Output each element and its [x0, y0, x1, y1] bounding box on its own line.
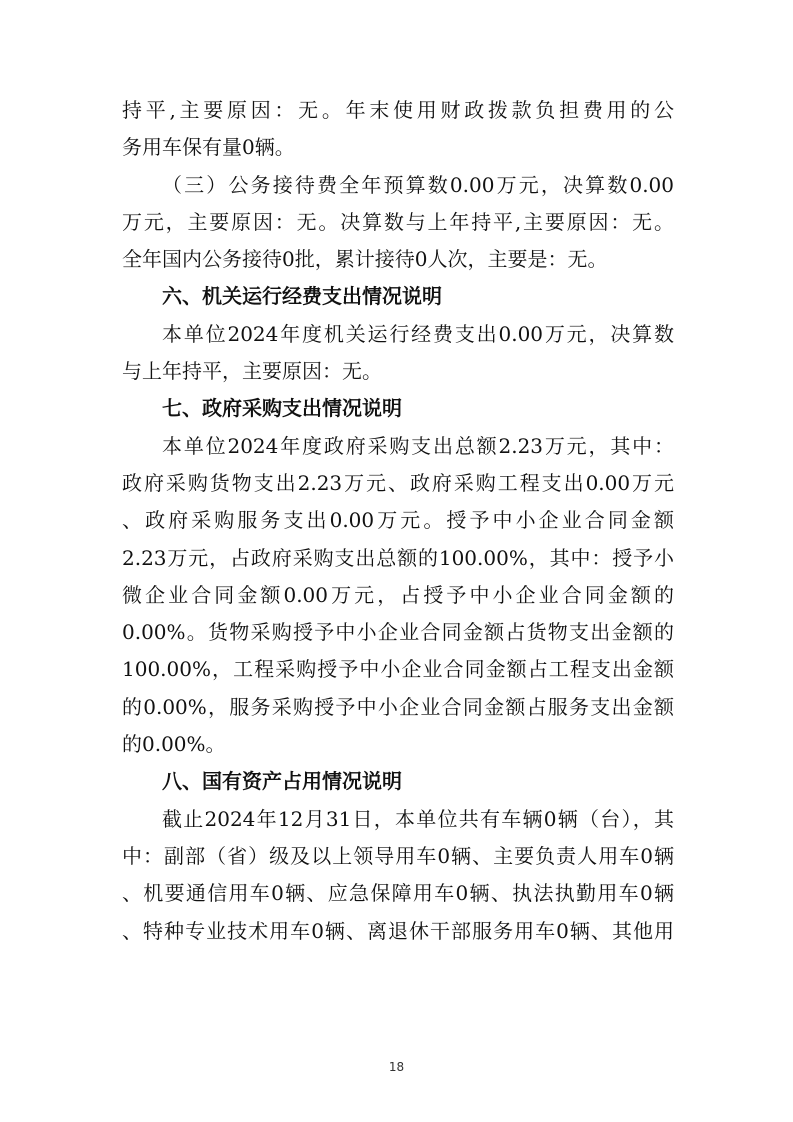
paragraph-line: 、机要通信用车0辆、应急保障用车0辆、执法执勤用车0辆 — [122, 881, 674, 906]
paragraph-line: 2.23万元，占政府采购支出总额的100.00%，其中：授予小 — [122, 545, 674, 570]
paragraph-line: 微企业合同金额0.00万元，占授予中小企业合同金额的 — [122, 582, 674, 607]
section-heading: 七、政府采购支出情况说明 — [162, 396, 402, 421]
paragraph-first-line: 截止2024年12月31日，本单位共有车辆0辆（台），其 — [162, 806, 674, 831]
paragraph-line: 与上年持平，主要原因：无。 — [122, 359, 382, 384]
paragraph-line: 政府采购货物支出2.23万元、政府采购工程支出0.00万元 — [122, 470, 674, 495]
section-heading: 八、国有资产占用情况说明 — [162, 769, 402, 794]
paragraph-first-line: 本单位2024年度政府采购支出总额2.23万元，其中： — [162, 433, 674, 458]
paragraph-line: 万元，主要原因：无。决算数与上年持平,主要原因：无。 — [122, 209, 674, 234]
paragraph-line: 全年国内公务接待0批，累计接待0人次，主要是：无。 — [122, 247, 608, 272]
document-body — [122, 92, 674, 950]
paragraph-line: 、政府采购服务支出0.00万元。授予中小企业合同金额 — [122, 508, 674, 533]
paragraph-line: 的0.00%，服务采购授予中小企业合同金额占服务支出金额 — [122, 694, 674, 719]
paragraph-line: 持平,主要原因：无。年末使用财政拨款负担费用的公 — [122, 98, 674, 122]
paragraph-line: 的0.00%。 — [122, 732, 226, 757]
paragraph-first-line: 本单位2024年度机关运行经费支出0.00万元，决算数 — [162, 321, 674, 346]
paragraph-line: 0.00%。货物采购授予中小企业合同金额占货物支出金额的 — [122, 620, 674, 645]
paragraph-line: 、特种专业技术用车0辆、离退休干部服务用车0辆、其他用 — [122, 918, 674, 943]
paragraph-line: 中：副部（省）级及以上领导用车0辆、主要负责人用车0辆 — [122, 843, 674, 868]
paragraph-line: 务用车保有量0辆。 — [122, 135, 295, 160]
page-number: 18 — [388, 1060, 405, 1074]
section-heading: 六、机关运行经费支出情况说明 — [162, 284, 442, 309]
paragraph-first-line: （三）公务接待费全年预算数0.00万元，决算数0.00 — [162, 172, 674, 197]
paragraph-line: 100.00%，工程采购授予中小企业合同金额占工程支出金额 — [122, 657, 674, 682]
